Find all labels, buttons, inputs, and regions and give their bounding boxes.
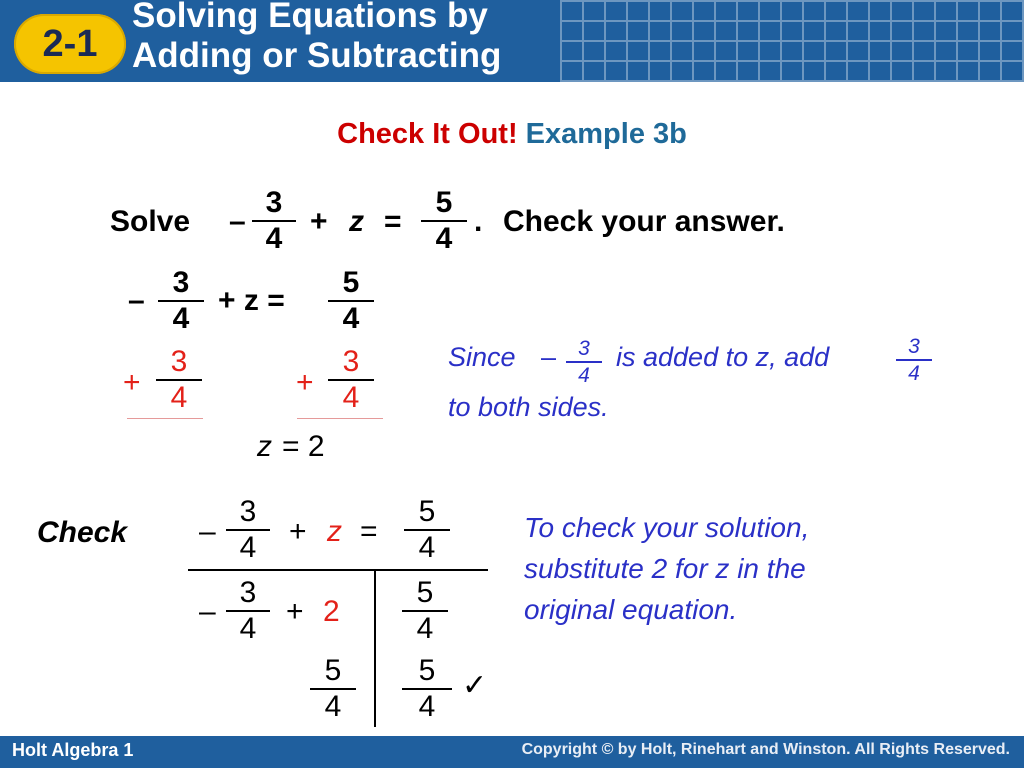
check-explanation-line2: substitute 2 for z in the [524, 553, 806, 584]
lesson-title-line2: Adding or Subtracting [132, 36, 502, 75]
checkmark-icon: ✓ [462, 668, 488, 703]
explanation-middle: is added to z, add [616, 342, 830, 372]
fraction-denominator: 4 [342, 302, 360, 335]
fraction-denominator: 4 [418, 531, 436, 564]
fraction-denominator: 4 [172, 302, 190, 335]
explanation-fraction-1 [566, 338, 602, 386]
fraction-denominator: 4 [418, 690, 436, 723]
check-row1-fraction-right [404, 497, 450, 563]
fraction-numerator: 3 [265, 186, 283, 219]
fraction-numerator: 3 [578, 337, 590, 360]
explanation-since: Since [448, 342, 516, 372]
check-row1-fraction-left [226, 497, 270, 563]
fraction-numerator: 5 [418, 654, 436, 687]
problem-equals: = [384, 205, 402, 238]
lesson-title-line1: Solving Equations by [132, 0, 488, 35]
check-row1-minus: – [199, 515, 216, 548]
check-row2-fraction-right [402, 578, 448, 644]
check-explanation-line1: To check your solution, [524, 512, 810, 543]
fraction-numerator: 5 [435, 186, 453, 219]
check-row2-fraction-left [226, 578, 270, 644]
result-variable: z [257, 430, 272, 463]
step1-fraction-left [158, 268, 204, 334]
fraction-denominator: 4 [239, 531, 257, 564]
step1-minus: – [128, 284, 145, 317]
result-value: = 2 [282, 430, 325, 463]
step1-operator-text: + z = [218, 284, 285, 317]
check-row3-fraction-left [310, 656, 356, 722]
example-label: Example 3b [525, 118, 687, 150]
add-left-sign: + [123, 366, 141, 399]
add-right-fraction [328, 347, 374, 413]
explanation-minus: – [541, 342, 557, 372]
fraction-numerator: 5 [324, 654, 342, 687]
fraction-denominator: 4 [435, 222, 453, 255]
add-right-sign: + [296, 366, 314, 399]
step1-plus-z-equals [218, 284, 285, 318]
check-label: Check [37, 516, 128, 549]
check-table-vertical-line [374, 571, 376, 727]
slide-heading [0, 118, 1024, 151]
fraction-denominator: 4 [578, 364, 590, 387]
explanation-line2: to both sides. [448, 392, 609, 422]
check-row2-plus: + [286, 595, 304, 628]
check-row1-variable: z [327, 515, 342, 548]
fraction-denominator: 4 [342, 381, 360, 414]
explanation-fraction-2 [896, 336, 932, 384]
fraction-denominator: 4 [416, 612, 434, 645]
fraction-denominator: 4 [239, 612, 257, 645]
fraction-numerator: 3 [342, 345, 360, 378]
fraction-numerator: 5 [342, 266, 360, 299]
problem-minus: – [229, 205, 246, 238]
problem-period: . [474, 205, 483, 238]
fraction-bar [566, 361, 602, 363]
lesson-number: 2-1 [42, 23, 98, 65]
add-left-fraction [156, 347, 202, 413]
check-row2-value: 2 [323, 595, 340, 628]
check-it-out-label: Check It Out! [337, 118, 518, 150]
problem-instruction: Check your answer. [503, 205, 785, 238]
fraction-denominator: 4 [324, 690, 342, 723]
header-grid-pattern [560, 0, 1024, 82]
fraction-bar [896, 359, 932, 361]
footer-copyright: Copyright © by Holt, Rinehart and Winston. All Rights Reserved. [521, 741, 1010, 758]
check-row3-fraction-right [402, 656, 452, 722]
problem-fraction-right [421, 188, 467, 254]
check-table-horizontal-line [188, 569, 488, 571]
fraction-denominator: 4 [170, 381, 188, 414]
fraction-numerator: 3 [908, 335, 920, 358]
fraction-numerator: 3 [239, 576, 257, 609]
problem-variable: z [349, 205, 364, 238]
fraction-denominator: 4 [265, 222, 283, 255]
check-row1-equals: = [360, 515, 378, 548]
fraction-numerator: 3 [172, 266, 190, 299]
fraction-denominator: 4 [908, 362, 920, 385]
problem-fraction-left [252, 188, 296, 254]
fraction-numerator: 3 [239, 495, 257, 528]
fraction-numerator: 5 [418, 495, 436, 528]
check-row2-minus: – [199, 595, 216, 628]
fraction-numerator: 5 [416, 576, 434, 609]
fraction-numerator: 3 [170, 345, 188, 378]
sum-line-left [127, 418, 203, 419]
check-row1-plus: + [289, 515, 307, 548]
solve-label: Solve [110, 205, 191, 238]
check-explanation-line3: original equation. [524, 594, 738, 625]
problem-plus: + [310, 205, 328, 238]
footer-book-title: Holt Algebra 1 [12, 740, 134, 760]
sum-line-right [297, 418, 383, 419]
step1-fraction-right [328, 268, 374, 334]
